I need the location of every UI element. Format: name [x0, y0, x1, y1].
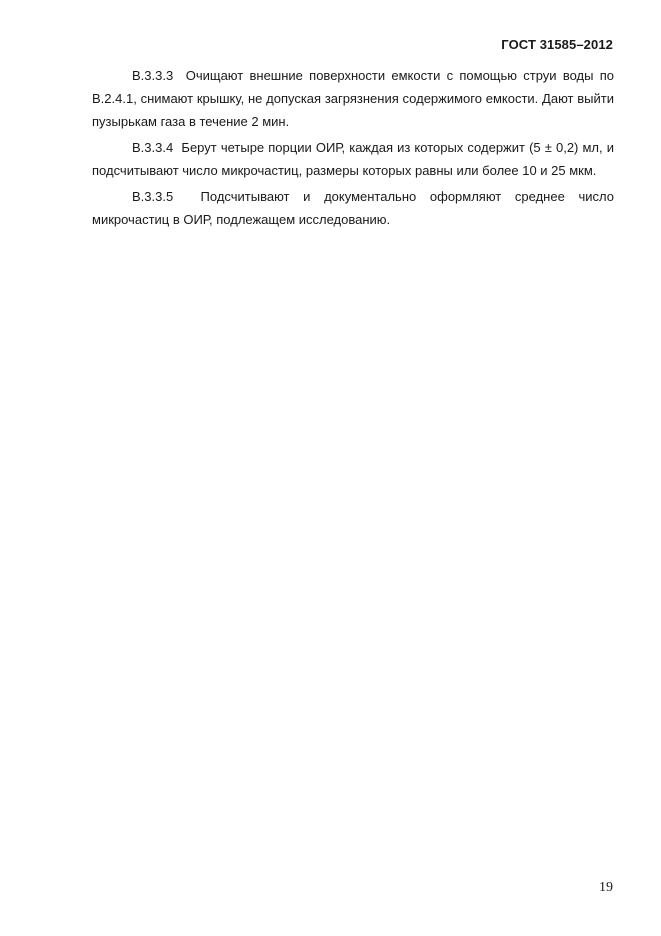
paragraph-text: Подсчитывают и документально оформляют среднее число микрочастиц в ОИР, подлежащем исследованию. [92, 189, 614, 227]
document-body [92, 64, 614, 234]
clause-number: В.3.3.4 [132, 140, 174, 155]
clause-number: В.3.3.5 [132, 189, 174, 204]
paragraph-b-3-3-4 [92, 136, 614, 182]
paragraph-b-3-3-5 [92, 185, 614, 231]
paragraph-text: Очищают внешние поверхности емкости с помощью струи воды по В.2.4.1, снимают крышку, не допуская загрязнения содержимого емкости. Дают выйти пузырькам газа в течение 2 мин. [92, 68, 614, 129]
paragraph-text: Берут четыре порции ОИР, каждая из которых содержит (5 ± 0,2) мл, и подсчитывают число микрочастиц, размеры которых равны или более 10 и 25 мкм. [92, 140, 614, 178]
clause-number: В.3.3.3 [132, 68, 174, 83]
paragraph-b-3-3-3 [92, 64, 614, 133]
page-number: 19 [599, 880, 613, 895]
document-code-header: ГОСТ 31585–2012 [501, 37, 613, 52]
